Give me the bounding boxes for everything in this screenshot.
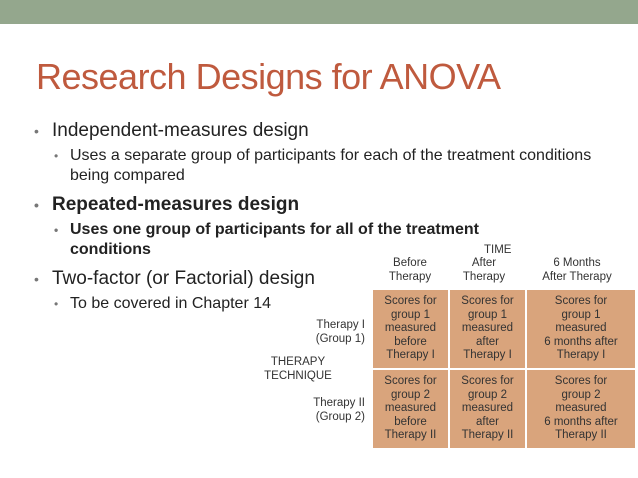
table-cell: Scores for group 2 measured 6 months after Therapy II (526, 369, 636, 449)
row-header-therapy-1: Therapy I (Group 1) (315, 319, 365, 345)
table-cell: Scores for group 1 measured before Therapy I (372, 289, 449, 369)
column-header-before: Before Therapy (388, 257, 432, 283)
table-cell: Scores for group 1 measured 6 months after Therapy I (526, 289, 636, 369)
factor-label: THERAPY TECHNIQUE (264, 356, 332, 382)
table-cell: Scores for group 2 measured after Therapy II (449, 369, 526, 449)
table-cell: Scores for group 2 measured before Therapy II (372, 369, 449, 449)
row-header-therapy-2: Therapy II (Group 2) (313, 397, 365, 423)
header-bar (0, 0, 638, 24)
bullet-two-factor: • Two-factor (or Factorial) design (34, 268, 594, 290)
column-header-after: After Therapy (462, 257, 506, 283)
time-label: TIME (484, 244, 512, 256)
sub-bullet-independent-measures: • Uses a separate group of participants for each of the treatment conditions being compared (34, 146, 594, 186)
column-header-6-months: 6 Months After Therapy (542, 257, 612, 283)
sub-bullet-repeated-measures: • Uses one group of participants for all of the treatment conditions (34, 220, 540, 260)
slide-title: Research Designs for ANOVA (36, 56, 501, 97)
sub-bullet-two-factor: • To be covered in Chapter 14 (34, 294, 594, 314)
bullet-list (34, 120, 594, 314)
table-cell: Scores for group 1 measured after Therapy I (449, 289, 526, 369)
bullet-repeated-measures: • Repeated-measures design (34, 194, 594, 216)
bullet-independent-measures: • Independent-measures design (34, 120, 594, 142)
